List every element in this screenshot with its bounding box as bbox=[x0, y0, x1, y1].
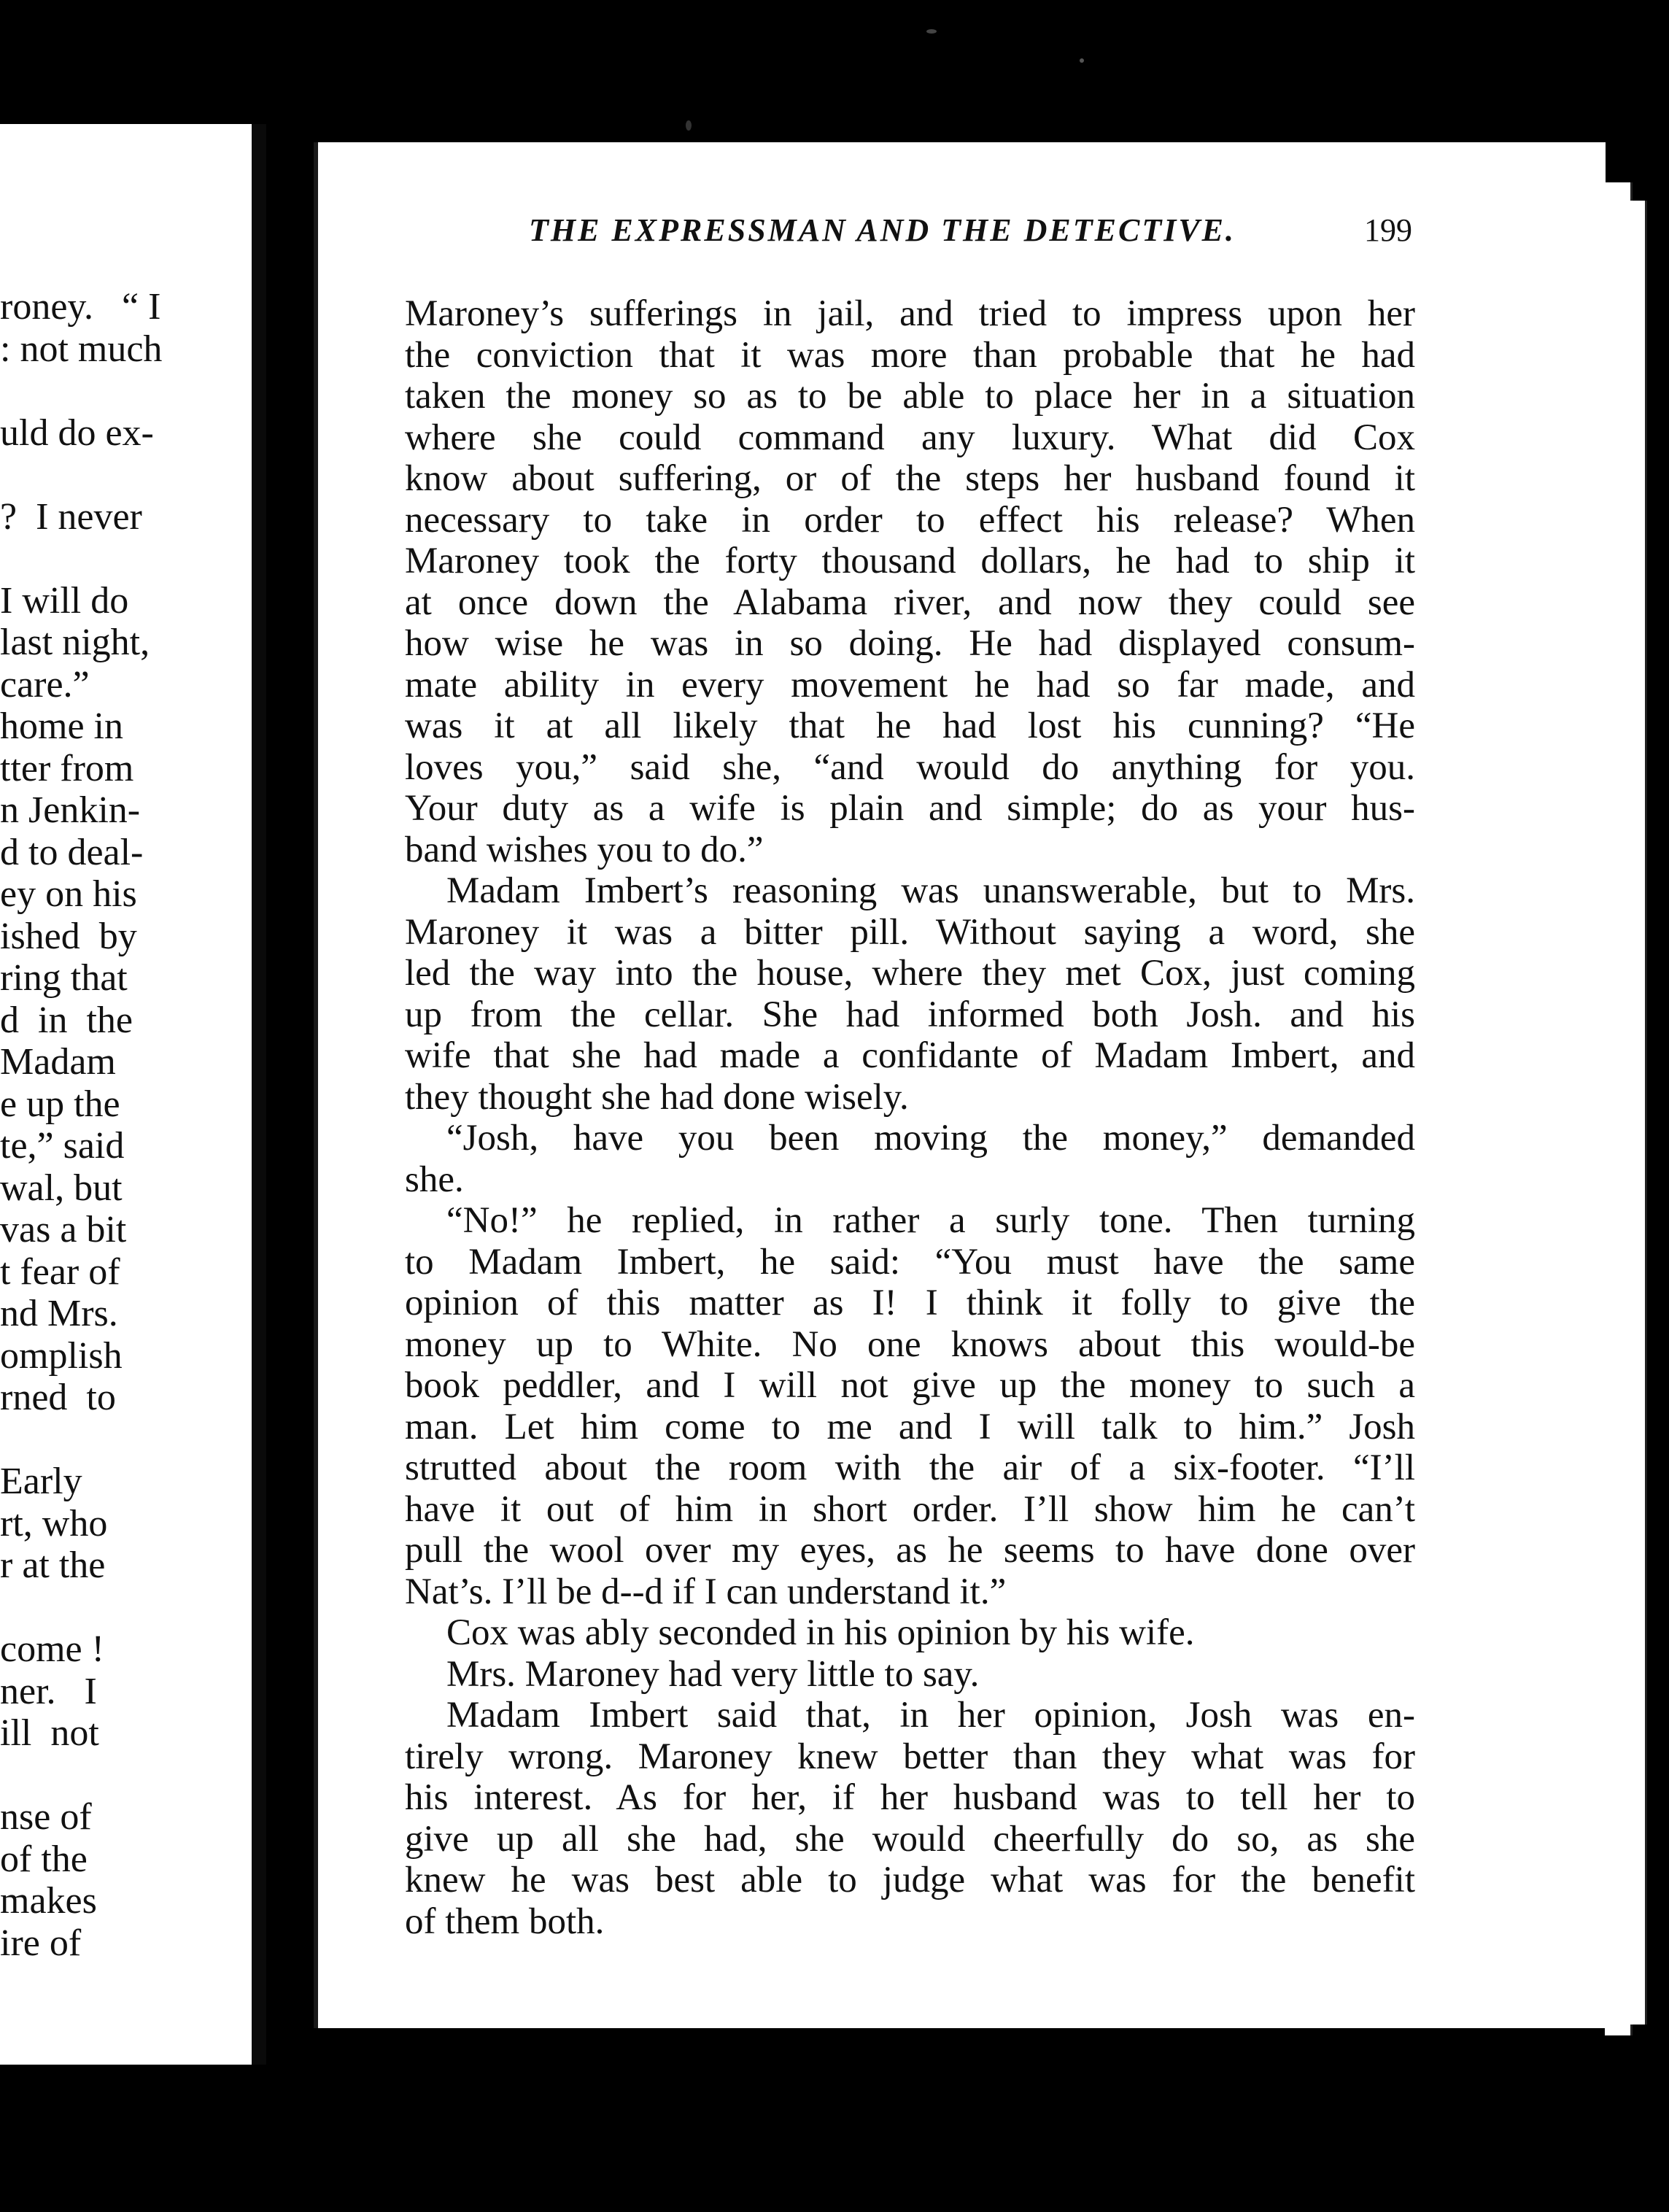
left-page-line: rned to bbox=[0, 1377, 116, 1418]
text-line: necessary to take in order to effect his release? When bbox=[405, 499, 1415, 541]
left-page-line: of the bbox=[0, 1838, 88, 1880]
left-page-line: d in the bbox=[0, 999, 133, 1041]
text-line: pull the wool over my eyes, as he seems to have done over bbox=[405, 1530, 1415, 1571]
left-page-line: nd Mrs. bbox=[0, 1293, 118, 1334]
text-line: Madam Imbert said that, in her opinion, Josh was en- bbox=[446, 1695, 1415, 1736]
text-line: his interest. As for her, if her husband was to tell her to bbox=[405, 1777, 1415, 1818]
text-line: knew he was best able to judge what was for the benefit bbox=[405, 1860, 1415, 1900]
left-page-line: tter from bbox=[0, 747, 134, 789]
left-page-line: come ! bbox=[0, 1628, 104, 1670]
text-line: was it at all likely that he had lost his cunning? “He bbox=[405, 705, 1415, 746]
left-page-line: wal, but bbox=[0, 1167, 123, 1209]
left-page-line: Early bbox=[0, 1461, 82, 1502]
page-edge bbox=[1630, 201, 1647, 2025]
page-edge bbox=[1605, 182, 1633, 2035]
text-line: Madam Imbert’s reasoning was unanswerable, but to Mrs. bbox=[446, 870, 1415, 911]
left-page-line: omplish bbox=[0, 1334, 123, 1377]
left-page-line: last night, bbox=[0, 622, 150, 663]
left-page-line: vas a bit bbox=[0, 1209, 127, 1250]
left-page-line: care.” bbox=[0, 663, 90, 705]
text-line: “Josh, have you been moving the money,” demanded bbox=[446, 1118, 1415, 1159]
text-line: wife that she had made a confidante of Madam Imbert, and bbox=[405, 1035, 1415, 1076]
scan-speck bbox=[926, 29, 937, 34]
scan-speck bbox=[686, 120, 692, 131]
text-line: have it out of him in short order. I’ll show him he can’t bbox=[405, 1488, 1415, 1530]
text-line: Maroney it was a bitter pill. Without saying a word, she bbox=[405, 911, 1415, 953]
text-line: “No!” he replied, in rather a surly tone. Then turning bbox=[446, 1200, 1415, 1241]
left-page-line: ey on his bbox=[0, 873, 137, 915]
page-number: 199 bbox=[1364, 212, 1412, 248]
left-page-line: r at the bbox=[0, 1544, 106, 1586]
text-line: at once down the Alabama river, and now they could see bbox=[405, 581, 1415, 623]
text-line: Maroney took the forty thousand dollars, he had to ship it bbox=[405, 541, 1415, 581]
left-page-line: t fear of bbox=[0, 1250, 120, 1293]
text-line: money up to White. No one knows about this would-be bbox=[405, 1323, 1415, 1365]
text-line: Nat’s. I’ll be d--d if I can understand it.” bbox=[405, 1571, 1007, 1612]
text-line: book peddler, and I will not give up the money to such a bbox=[405, 1365, 1415, 1406]
text-line: led the way into the house, where they met Cox, just coming bbox=[405, 953, 1415, 994]
left-page-line: ished by bbox=[0, 915, 137, 957]
text-line: Maroney’s sufferings in jail, and tried to impress upon her bbox=[405, 293, 1415, 334]
left-page-line: ire of bbox=[0, 1922, 82, 1964]
running-head: THE EXPRESSMAN AND THE DETECTIVE. bbox=[529, 212, 1236, 248]
text-line: taken the money so as to be able to place her in a situation bbox=[405, 376, 1415, 417]
text-line: give up all she had, she would cheerfully do so, as she bbox=[405, 1818, 1415, 1860]
left-page-line: d to deal- bbox=[0, 831, 144, 873]
text-line: strutted about the room with the air of a six-footer. “I’ll bbox=[405, 1447, 1415, 1488]
left-page-line: n Jenkin- bbox=[0, 789, 141, 831]
text-line: up from the cellar. She had informed both Josh. and his bbox=[405, 994, 1415, 1035]
text-line: know about suffering, or of the steps her husband found it bbox=[405, 458, 1415, 499]
text-line: tirely wrong. Maroney knew better than they what was for bbox=[405, 1736, 1415, 1777]
text-line: the conviction that it was more than probable that he had bbox=[405, 334, 1415, 376]
text-line: Your duty as a wife is plain and simple; do as your hus- bbox=[405, 788, 1415, 829]
left-page-line: : not much bbox=[0, 328, 163, 370]
left-page-fragment bbox=[0, 124, 252, 2065]
scan-speck bbox=[1080, 58, 1084, 63]
left-page-line: e up the bbox=[0, 1083, 120, 1125]
text-line: she. bbox=[405, 1159, 464, 1200]
text-line: Cox was ably seconded in his opinion by his wife. bbox=[446, 1612, 1195, 1653]
left-page-line: ring that bbox=[0, 957, 128, 999]
left-page-line: roney. “ I bbox=[0, 286, 161, 328]
text-line: Mrs. Maroney had very little to say. bbox=[446, 1653, 980, 1695]
text-line: mate ability in every movement he had so far made, and bbox=[405, 664, 1415, 705]
left-page-line: home in bbox=[0, 705, 123, 747]
left-page-line: te,” said bbox=[0, 1125, 125, 1167]
left-page-line: ? I never bbox=[0, 495, 142, 538]
text-line: they thought she had done wisely. bbox=[405, 1076, 909, 1118]
text-line: man. Let him come to me and I will talk to him.” Josh bbox=[405, 1406, 1415, 1447]
text-line: to Madam Imbert, he said: “You must have the same bbox=[405, 1241, 1415, 1283]
text-line: of them both. bbox=[405, 1900, 605, 1942]
text-line: how wise he was in so doing. He had displayed consum- bbox=[405, 623, 1415, 664]
left-page-line: uld do ex- bbox=[0, 411, 154, 454]
left-page-line: ner. I bbox=[0, 1670, 97, 1712]
left-page-line: ill not bbox=[0, 1712, 99, 1754]
left-page-line: I will do bbox=[0, 579, 129, 622]
text-line: opinion of this matter as I! I think it folly to give the bbox=[405, 1283, 1415, 1323]
text-line: where she could command any luxury. What did Cox bbox=[405, 417, 1415, 458]
left-page-line: Madam bbox=[0, 1041, 116, 1083]
book-gutter bbox=[252, 124, 266, 2065]
left-page-line: makes bbox=[0, 1880, 97, 1922]
text-line: band wishes you to do.” bbox=[405, 829, 764, 870]
left-page-line: rt, who bbox=[0, 1502, 108, 1544]
text-line: loves you,” said she, “and would do anything for you. bbox=[405, 746, 1415, 788]
left-page-line: nse of bbox=[0, 1796, 92, 1838]
